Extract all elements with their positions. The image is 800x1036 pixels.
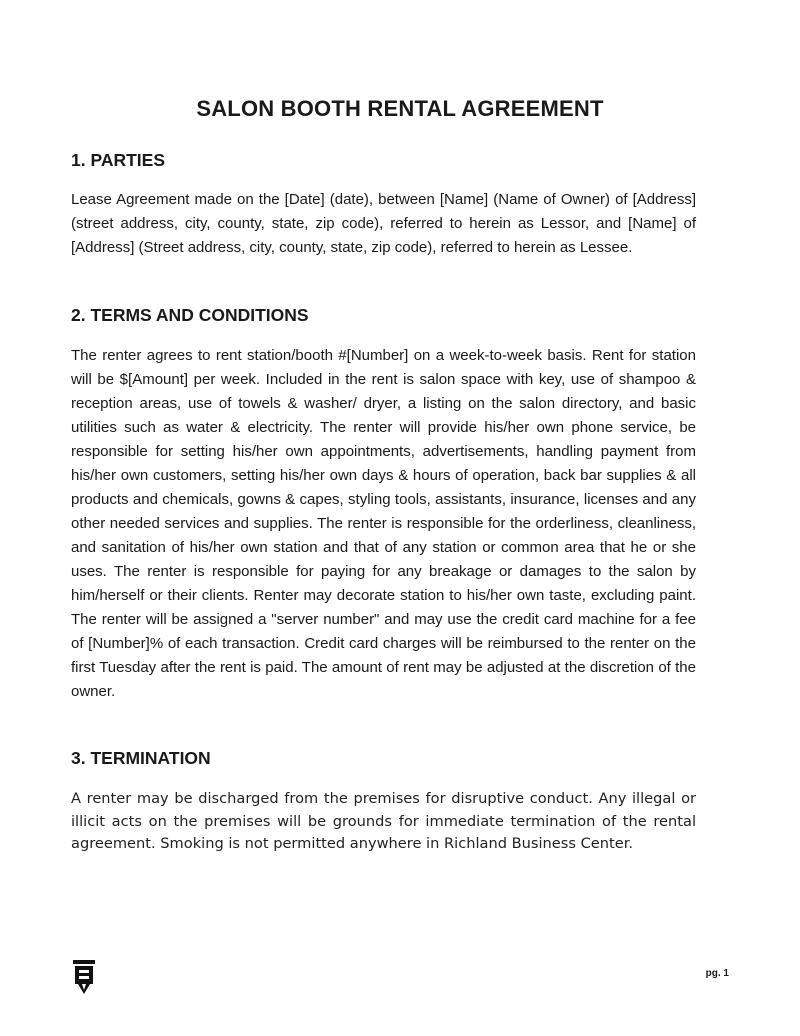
section-heading-termination: 3. TERMINATION bbox=[71, 748, 211, 768]
section-heading-terms: 2. TERMS AND CONDITIONS bbox=[71, 305, 309, 325]
document-title: SALON BOOTH RENTAL AGREEMENT bbox=[196, 96, 604, 121]
page-number: pg. 1 bbox=[705, 968, 729, 979]
section-body-parties: Lease Agreement made on the [Date] (date), between [Name] (Name of Owner) of [Address] (street address, city, county, state, zip code), referred to herein as Lessor, and [Name] of [Address] (Street address, city, county, state, zip code), referred to herein as Lessee. bbox=[71, 191, 696, 256]
section-body-termination: A renter may be discharged from the premises for disruptive conduct. Any illegal or illicit acts on the premises will be grounds for immediate termination of the rental agreement. Smoking is not permitted anywhere in Richland Business Center. bbox=[71, 790, 696, 852]
section-body-terms: The renter agrees to rent station/booth #[Number] on a week-to-week basis. Rent for station will be $[Amount] per week. Included in the rent is salon space with key, use of shampoo & reception areas, use of towels & washer/ dryer, a listing on the salon directory, and basic utilities such as water & electricity. The renter will provide his/her own phone service, be responsible for setting his/her own appointments, advertisements, handling payment from his/her own customers, setting his/her own days & hours of operation, back bar supplies & all products and chemicals, gowns & capes, styling tools, assistants, insurance, licenses and any other needed services and supplies. The renter is responsible for the orderliness, cleanliness, and sanitation of his/her own station and that of any station or common area that he or she uses. The renter is responsible for paying for any breakage or damages to the salon by him/herself or their clients. Renter may decorate station to his/her own taste, excluding paint. The renter will be assigned a "server number" and may use the credit card machine for a fee of [Number]% of each transaction. Credit card charges will be reimbursed to the renter on the first Tuesday after the rent is paid. The amount of rent may be adjusted at the discretion of the owner. bbox=[71, 347, 696, 700]
section-heading-parties: 1. PARTIES bbox=[71, 150, 166, 170]
document-pen-logo-icon bbox=[72, 960, 96, 996]
